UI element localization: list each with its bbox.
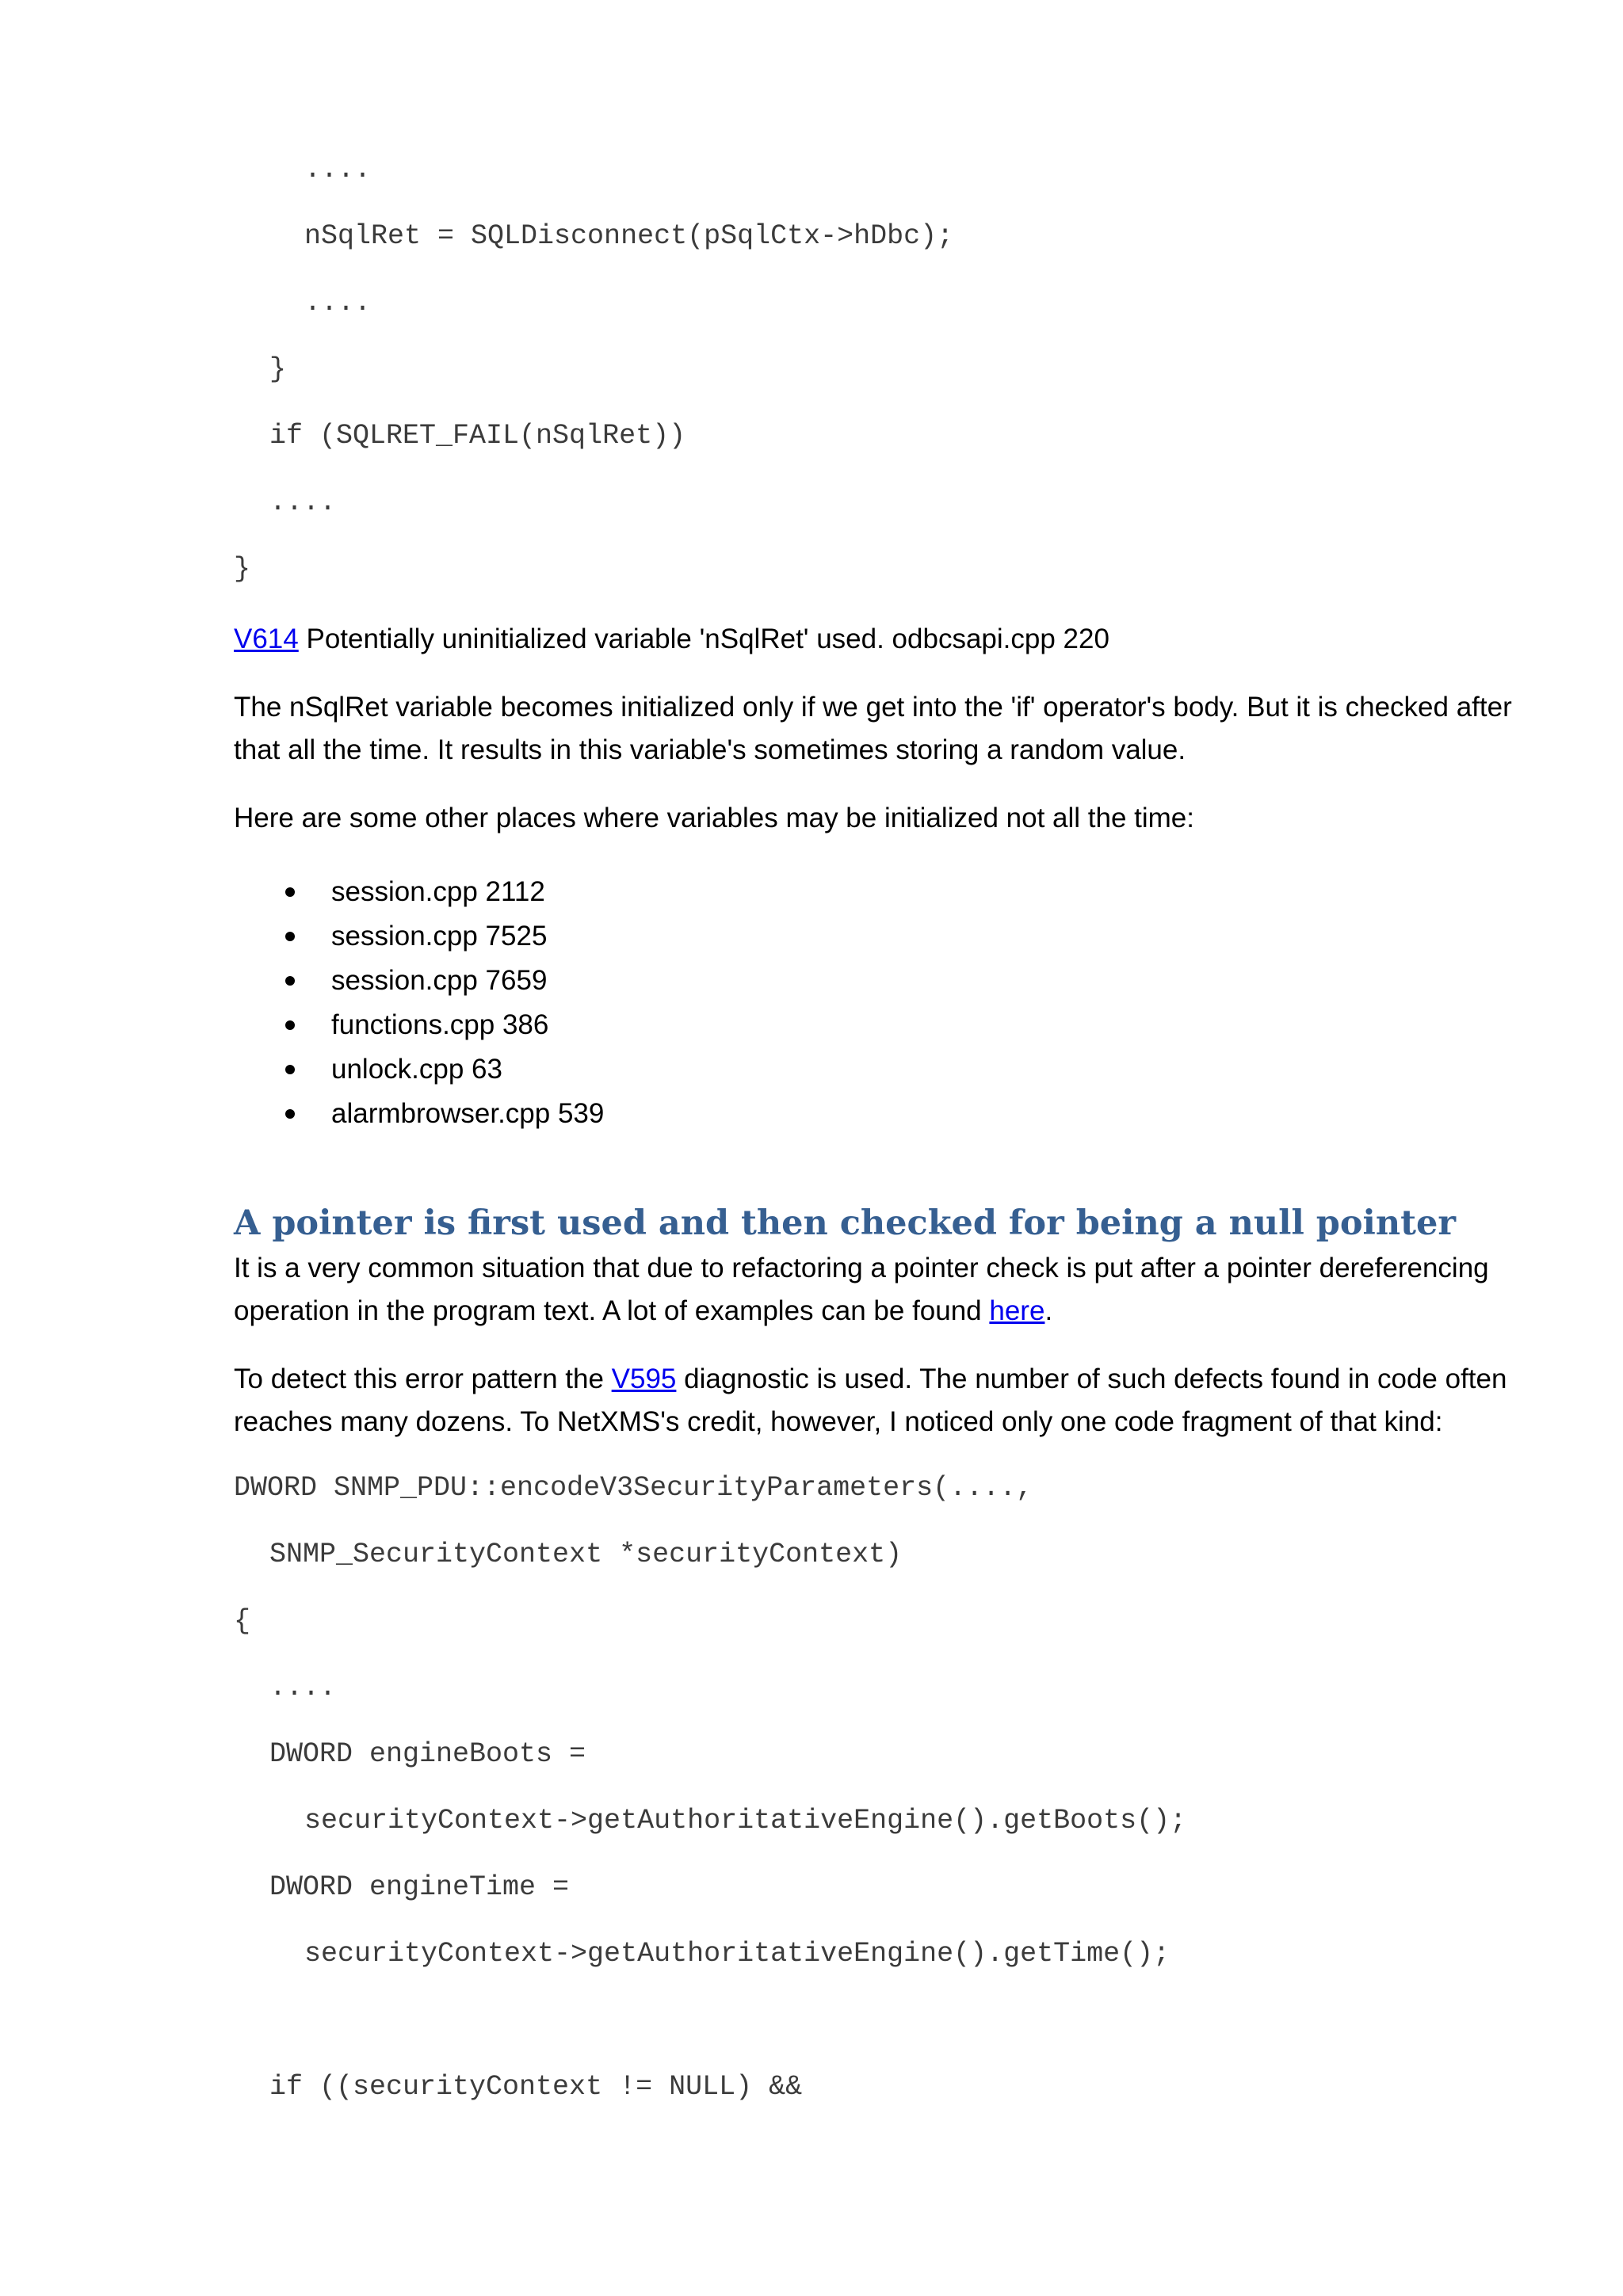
list-item — [277, 870, 604, 914]
bullet-icon — [285, 1020, 295, 1030]
paragraph-text: It is a very common situation that due to refactoring a pointer check is put after a pointer dereferencing operation in the program text. A lot of examples can be found — [234, 1253, 1489, 1326]
bullet-icon — [285, 887, 295, 897]
v614-link[interactable]: V614 — [234, 624, 299, 654]
paragraph-text: To detect this error pattern the — [234, 1363, 612, 1394]
list-item-text: session.cpp 2112 — [331, 876, 545, 907]
paragraph: Here are some other places where variables may be initialized not all the time: — [234, 803, 1194, 833]
code-line: .... — [304, 154, 372, 185]
list-item-text: session.cpp 7525 — [331, 921, 548, 952]
list-item — [277, 1092, 604, 1136]
bullet-icon — [285, 1065, 295, 1074]
code-line: nSqlRet = SQLDisconnect(pSqlCtx->hDbc); — [304, 220, 954, 252]
paragraph — [234, 1247, 1518, 1333]
list-item — [277, 959, 604, 1003]
list-item — [277, 914, 604, 959]
list-item — [277, 1003, 604, 1047]
code-line: } — [269, 353, 287, 385]
list-item-text: unlock.cpp 63 — [331, 1054, 502, 1085]
diagnostic-message — [234, 618, 1518, 661]
list-item-text: session.cpp 7659 — [331, 965, 548, 996]
code-line: .... — [304, 287, 372, 318]
section-heading: A pointer is first used and then checked for being a null pointer — [234, 1203, 1456, 1243]
diagnostic-text: Potentially uninitialized variable 'nSqlRet' used. odbcsapi.cpp 220 — [298, 624, 1109, 654]
code-line: if (SQLRET_FAIL(nSqlRet)) — [269, 420, 686, 452]
code-line: } — [234, 553, 251, 585]
code-line: { — [234, 1605, 251, 1637]
here-link[interactable]: here — [989, 1295, 1045, 1326]
bullet-list — [277, 870, 604, 1136]
code-line: securityContext->getAuthoritativeEngine().getTime(); — [304, 1938, 1170, 1970]
code-line: SNMP_SecurityContext *securityContext) — [269, 1539, 903, 1570]
code-line: DWORD engineBoots = — [269, 1738, 586, 1770]
list-item — [277, 1047, 604, 1092]
bullet-icon — [285, 976, 295, 986]
paragraph: The nSqlRet variable becomes initialized only if we get into the 'if' operator's body. But it is checked after that all the time. It results in this variable's sometimes storing a random value. — [234, 692, 1512, 765]
code-line: DWORD engineTime = — [269, 1871, 570, 1903]
paragraph-text: . — [1044, 1295, 1053, 1326]
list-item-text: alarmbrowser.cpp 539 — [331, 1098, 605, 1129]
code-line: .... — [269, 1672, 337, 1703]
bullet-icon — [285, 932, 295, 941]
code-line: securityContext->getAuthoritativeEngine().getBoots(); — [304, 1805, 1187, 1836]
v595-link[interactable]: V595 — [611, 1363, 677, 1394]
paragraph — [234, 1358, 1518, 1444]
list-item-text: functions.cpp 386 — [331, 1009, 549, 1040]
bullet-icon — [285, 1109, 295, 1119]
code-line: DWORD SNMP_PDU::encodeV3SecurityParameters(...., — [234, 1472, 1033, 1504]
code-line: .... — [269, 486, 337, 518]
code-line: if ((securityContext != NULL) && — [269, 2071, 803, 2103]
paragraph-text: diagnostic is used. The number of such defects found in code often reaches many dozens. To NetXMS's credit, however, I noticed only one code fragment of that kind: — [234, 1363, 1507, 1437]
